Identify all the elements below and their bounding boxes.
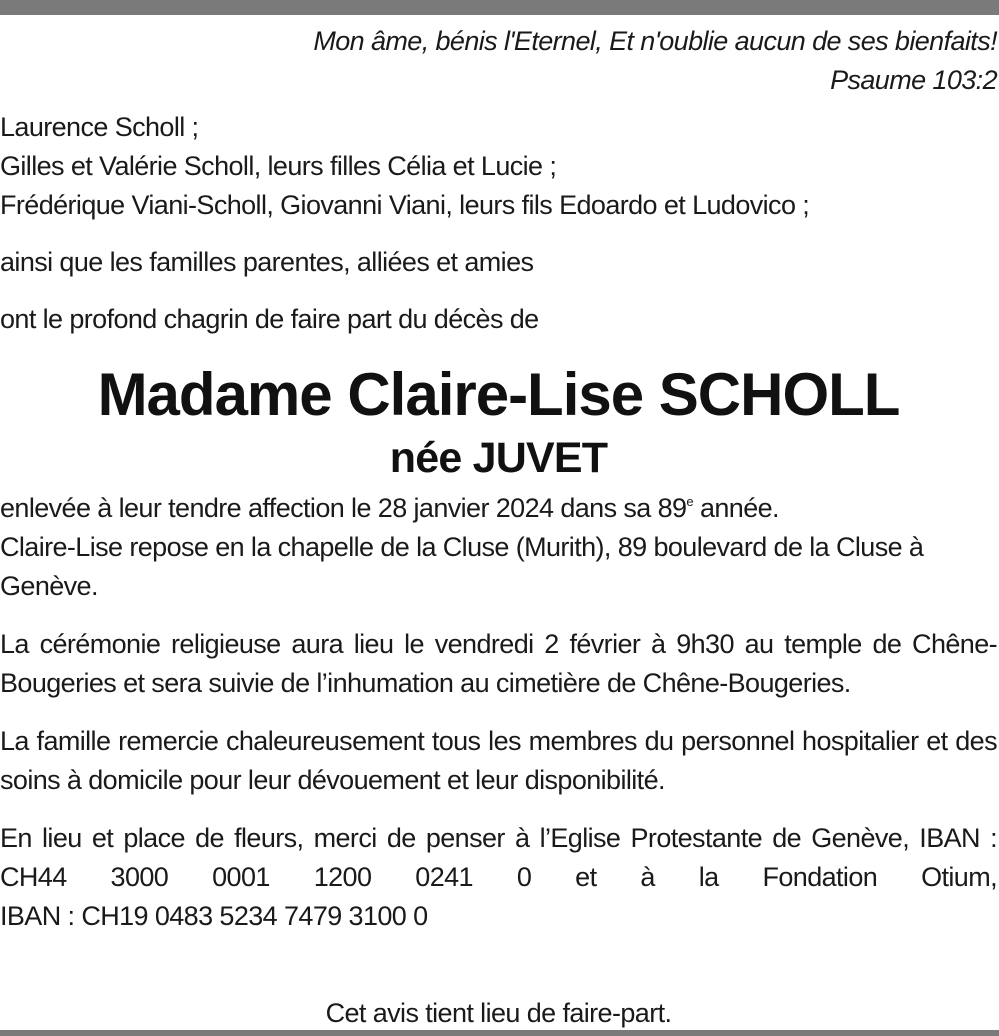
repose-line: Claire-Lise repose en la chapelle de la Cluse (Murith), 89 boulevard de la Cluse à Genève. — [0, 532, 924, 601]
family-member: Frédérique Viani-Scholl, Giovanni Viani, leurs fils Edoardo et Ludovico ; — [0, 190, 810, 220]
ordinal-suffix: e — [686, 494, 694, 509]
donations-text: En lieu et place de fleurs, merci de penser à l’Eglise Protestante de Genève, IBAN : CH44 3000 0001 1200 0241 0 et à la Fondation Otium, — [0, 823, 997, 892]
thanks-paragraph: La famille remercie chaleureusement tous les membres du personnel hospitalier et des soins à domicile pour leur dévouement et leur disponibilité. — [0, 726, 997, 795]
deceased-maiden-name: née JUVET — [389, 434, 608, 482]
bottom-rule — [0, 1030, 999, 1036]
donations-paragraph — [0, 819, 997, 936]
obituary-notice — [0, 22, 997, 1033]
epigraph-quote: Mon âme, bénis l'Eternel, Et n'oublie aucun de ses bienfaits! — [313, 26, 997, 56]
donations-iban: IBAN : CH19 0483 5234 7479 3100 0 — [0, 901, 428, 931]
epigraph — [0, 22, 997, 100]
death-age-text: année. — [693, 493, 779, 523]
top-rule — [0, 0, 999, 15]
family-member: Gilles et Valérie Scholl, leurs filles Célia et Lucie ; — [0, 151, 557, 181]
announcement-line: ont le profond chagrin de faire part du décès de — [0, 304, 539, 334]
epigraph-reference: Psaume 103:2 — [830, 65, 997, 95]
family-member: Laurence Scholl ; — [0, 112, 199, 142]
death-details — [0, 489, 997, 528]
death-date-text: enlevée à leur tendre affection le 28 janvier 2024 dans sa 89 — [0, 493, 687, 523]
deceased-name: Madame Claire-Lise SCHOLL — [97, 361, 900, 428]
closing-line: Cet avis tient lieu de faire-part. — [325, 998, 672, 1028]
family-list — [0, 108, 997, 225]
ceremony-paragraph: La cérémonie religieuse aura lieu le vendredi 2 février à 9h30 au temple de Chêne-Bougeries et sera suivie de l’inhumation au cimetière de Chêne-Bougeries. — [0, 629, 997, 698]
relatives-line: ainsi que les familles parentes, alliées et amies — [0, 247, 534, 277]
